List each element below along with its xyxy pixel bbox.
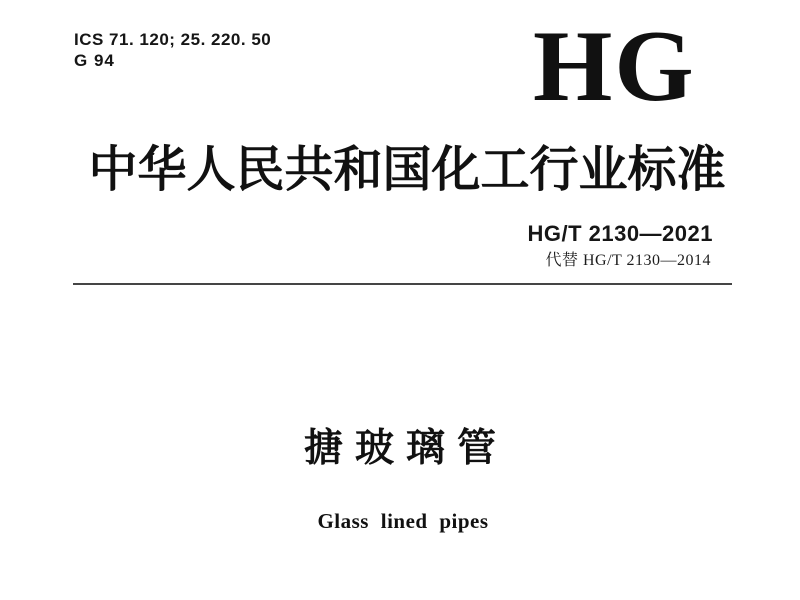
ics-code: ICS 71. 120; 25. 220. 50 (74, 30, 272, 49)
header-divider-rule (73, 283, 732, 285)
document-title-english: Glass lined pipes (317, 509, 489, 533)
standard-body-title: 中华人民共和国化工行业标准 (88, 142, 726, 197)
standard-logo-hg: HG (533, 10, 696, 123)
standard-number: HG/T 2130—2021 (527, 221, 713, 246)
replaced-standard-note: 代替 HG/T 2130—2014 (545, 252, 711, 269)
classification-code: G 94 (74, 51, 115, 70)
document-title-chinese: 搪玻璃管 (303, 427, 508, 470)
